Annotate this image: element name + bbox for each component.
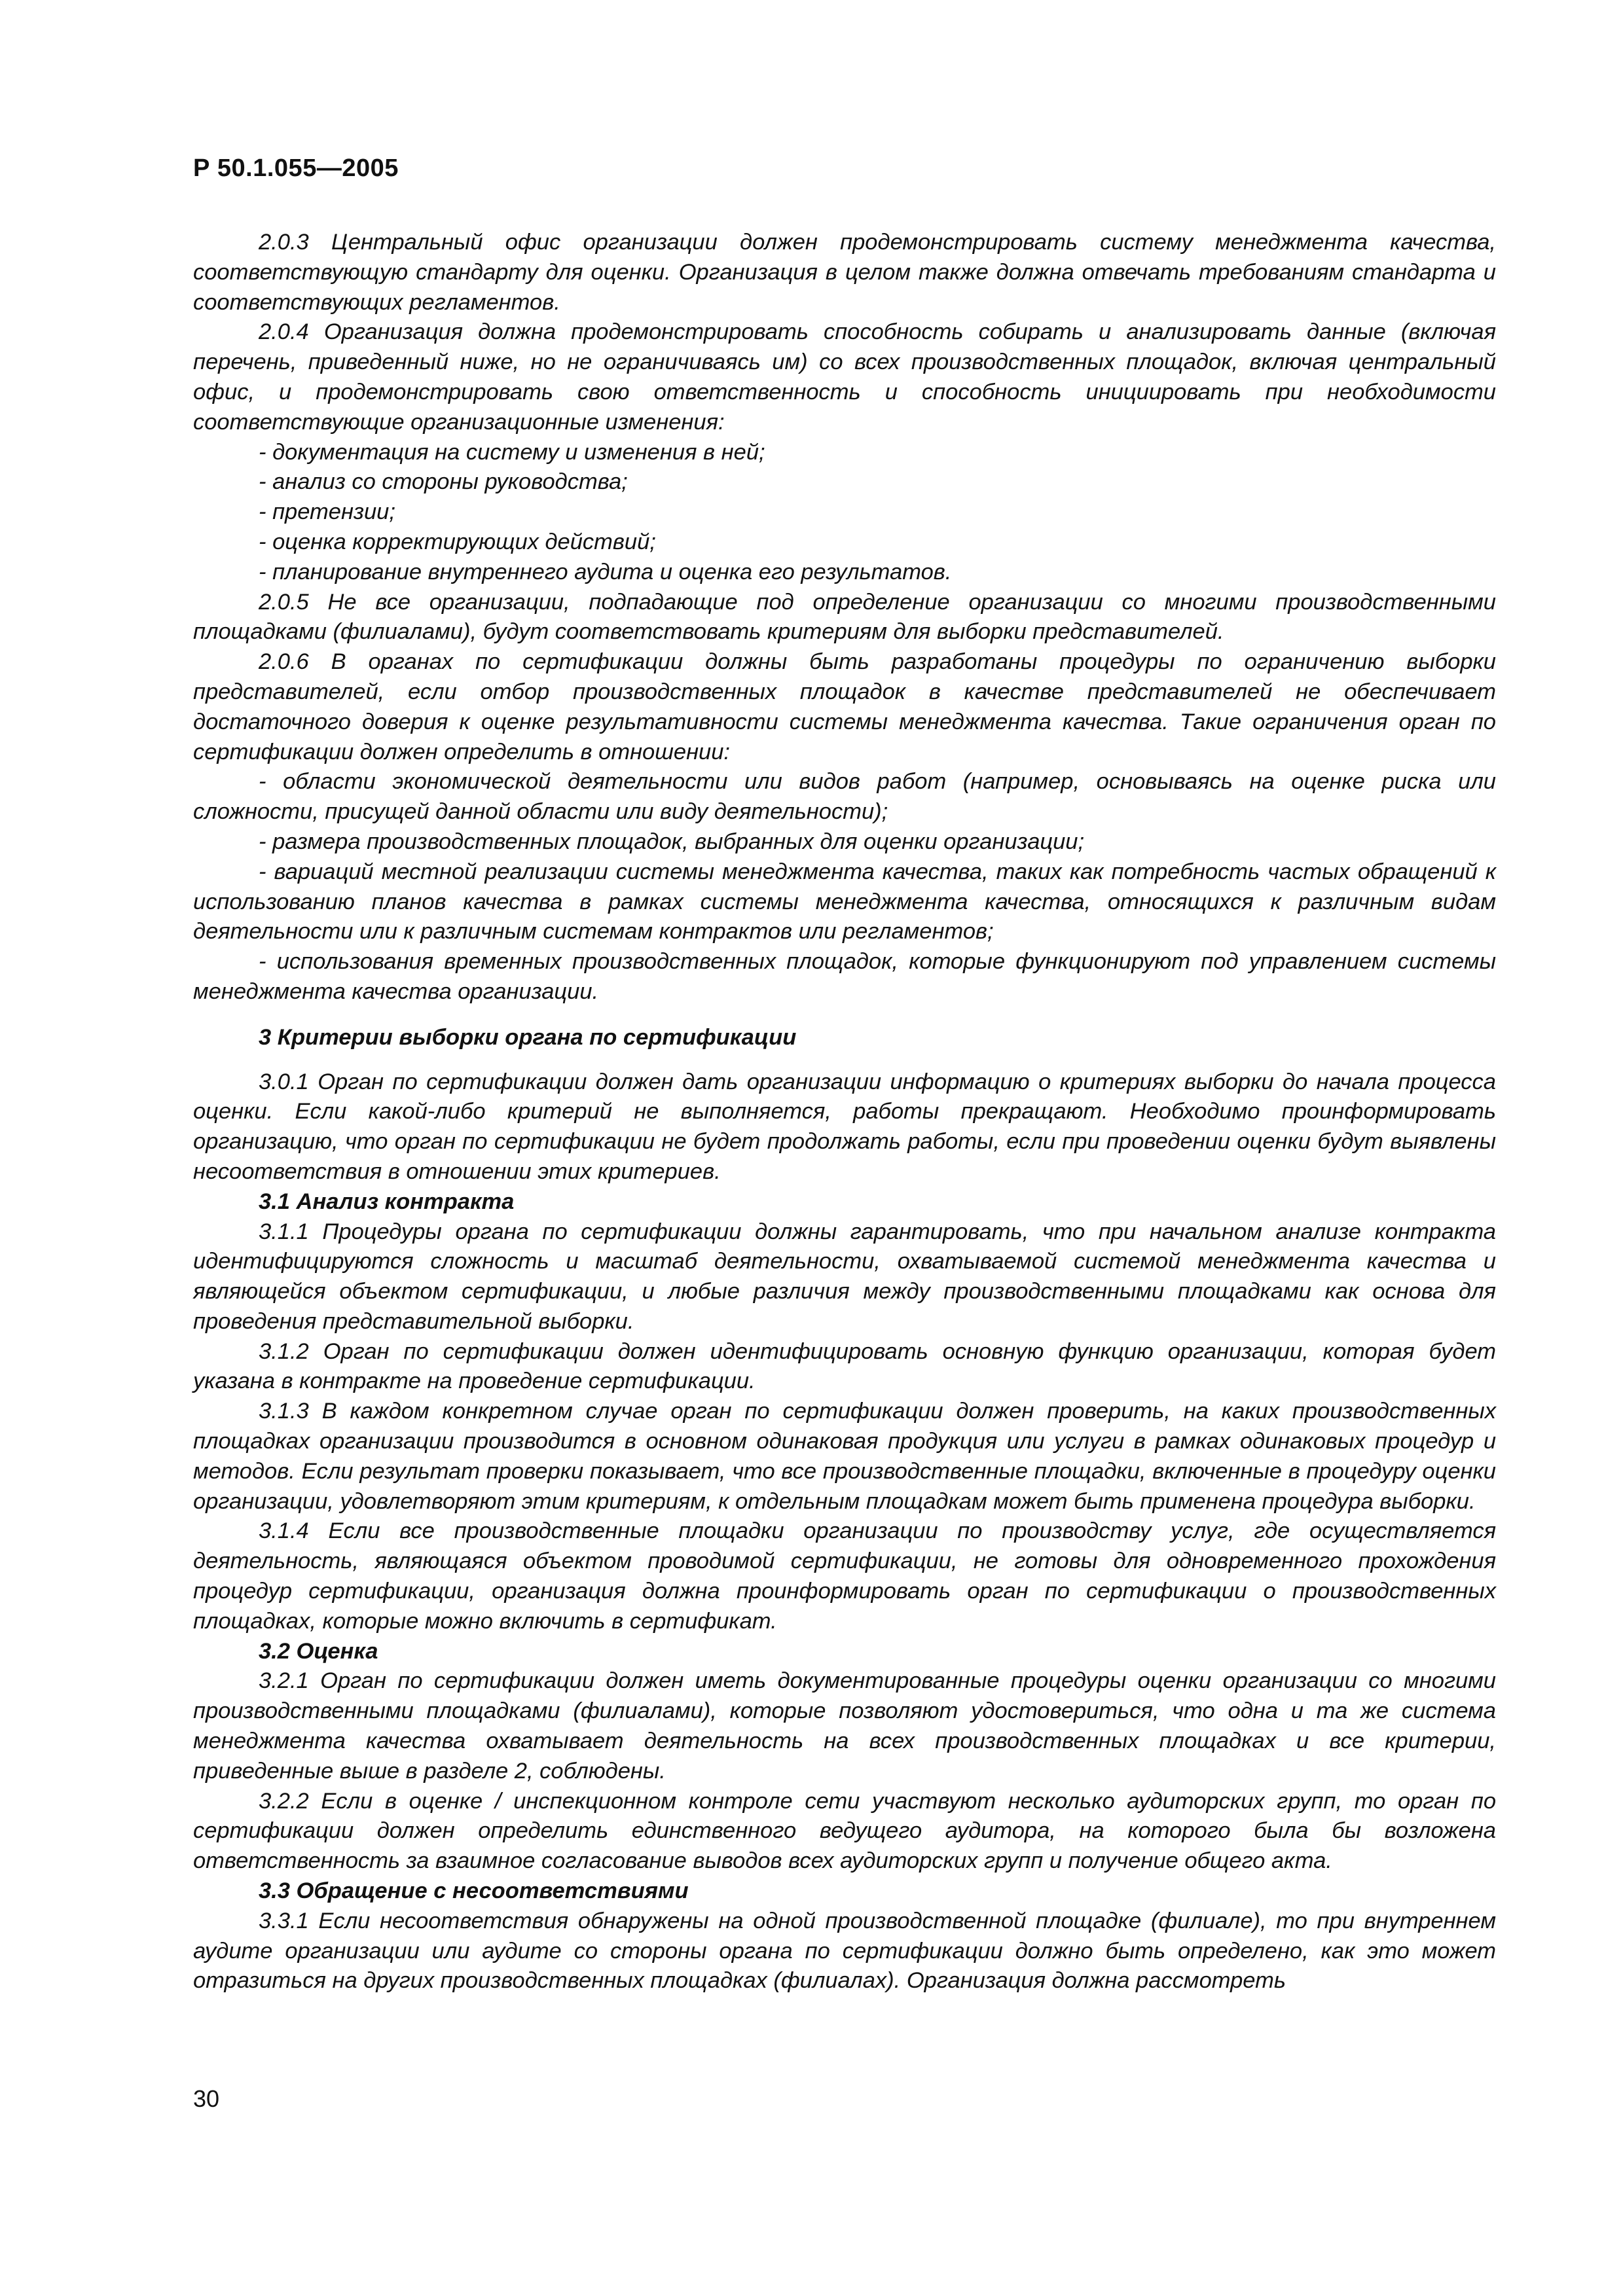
paragraph-3-2-2: 3.2.2 Если в оценке / инспекционном контроле сети участвуют несколько аудиторских групп, то орган по сертификации должен определить единственного ведущего аудитора, на которого была бы возложена ответственность за взаимное согласование выводов всех аудиторских групп и получение общего акта. [193,1788,1496,1874]
paragraph-3-2-1: 3.2.1 Орган по сертификации должен иметь документированные процедуры оценки организации со многими производственными площадками (филиалами), которые позволяют удостовериться, что одна и та же система менеджмента качества охватывает деятельность на всех производственных площадках и все критерии, приведенные выше в разделе 2, соблюдены. [193,1668,1496,1784]
list-item: - оценка корректирующих действий; [259,529,656,554]
paragraph-3-1-2: 3.1.2 Орган по сертификации должен идентифицировать основную функцию организации, которая будет указана в контракте на проведение сертификации. [193,1338,1496,1394]
list-item: - использования временных производственных площадок, которые функционируют под управлением системы менеджмента качества организации. [193,949,1496,1004]
list-item: - претензии; [259,499,395,525]
paragraph-3-1-4: 3.1.4 Если все производственные площадки организации по производству услуг, где осуществляется деятельность, являющаяся объектом проводимой сертификации, не готовы для одновременного прохождения процедур сертификации, организация должна проинформировать орган по сертификации о производственных площадках, которые можно включить в сертификат. [193,1518,1496,1634]
list-item: - документация на систему и изменения в ней; [259,439,765,465]
section-spacer [193,1053,1496,1067]
paragraph-3-1-3: 3.1.3 В каждом конкретном случае орган по сертификации должен проверить, на каких производственных площадках организации производится в основном одинаковая продукция или услуги в рамках одинаковых процедур и методов. Если результат проверки показывает, что все производственные площадки, включенные в процедуру оценки организации, удовлетворяют этим критериям, к отдельным площадкам может быть применена процедура выборки. [193,1399,1496,1514]
paragraph-2-0-6: 2.0.6 В органах по сертификации должны быть разработаны процедуры по ограничению выборки представителей, если отбор производственных площадок в качестве представителей не обеспечивает достаточного доверия к оценке результативности системы менеджмента качества. Такие ограничения орган по сертификации должен определить в отношении: [193,649,1496,764]
list-item: - области экономической деятельности или видов работ (например, основываясь на оценке риска или сложности, присущей данной области или виду деятельности); [193,769,1496,825]
paragraph-3-0-1: 3.0.1 Орган по сертификации должен дать организации информацию о критериях выборки до начала процесса оценки. Если какой-либо критерий не выполняется, работы прекращают. Необходимо проинформировать организацию, что орган по сертификации не будет продолжать работы, если при проведении оценки будут выявлены несоответствия в отношении этих критериев. [193,1069,1496,1184]
paragraph-2-0-4: 2.0.4 Организация должна продемонстрировать способность собирать и анализировать данные (включая перечень, приведенный ниже, но не ограничиваясь им) со всех производственных площадок, включая центральный офис, и продемонстрировать свою ответственность и способность инициировать при необходимости соответствующие организационные изменения: [193,319,1496,435]
list-item: - анализ со стороны руководства; [259,469,628,495]
document-body [193,228,1496,1996]
subsection-heading-3-2: 3.2 Оценка [259,1638,378,1664]
section-spacer [193,1007,1496,1023]
subsection-heading-3-3: 3.3 Обращение с несоответствиями [259,1878,689,1904]
page-number: 30 [193,2085,220,2112]
paragraph-3-3-1: 3.3.1 Если несоответствия обнаружены на одной производственной площадке (филиале), то при внутреннем аудите организации или аудите со стороны органа по сертификации должно быть определено, как это может отразиться на других производственных площадках (филиалах). Организация должна рассмотреть [193,1908,1496,1994]
section-heading-3: 3 Критерии выборки органа по сертификации [259,1024,797,1050]
paragraph-2-0-3: 2.0.3 Центральный офис организации должен продемонстрировать систему менеджмента качества, соответствующую стандарту для оценки. Организация в целом также должна отвечать требованиям стандарта и соответствующих регламентов. [193,230,1496,315]
list-item: - вариаций местной реализации системы менеджмента качества, таких как потребность частых обращений к использованию планов качества в рамках системы менеджмента качества, относящихся к различным видам деятельности или к различным системам контрактов или регламентов; [193,859,1496,944]
list-item: - размера производственных площадок, выбранных для оценки организации; [259,829,1085,854]
subsection-heading-3-1: 3.1 Анализ контракта [259,1189,515,1214]
document-id-header: Р 50.1.055—2005 [193,154,399,182]
paragraph-3-1-1: 3.1.1 Процедуры органа по сертификации должны гарантировать, что при начальном анализе контракта идентифицируются сложность и масштаб деятельности, охватываемой системой менеджмента качества и являющейся объектом сертификации, и любые различия между производственными площадками как основа для проведения представительной выборки. [193,1219,1496,1334]
list-item: - планирование внутреннего аудита и оценка его результатов. [259,559,952,584]
paragraph-2-0-5: 2.0.5 Не все организации, подпадающие под определение организации со многими производственными площадками (филиалами), будут соответствовать критериям для выборки представителей. [193,589,1496,645]
